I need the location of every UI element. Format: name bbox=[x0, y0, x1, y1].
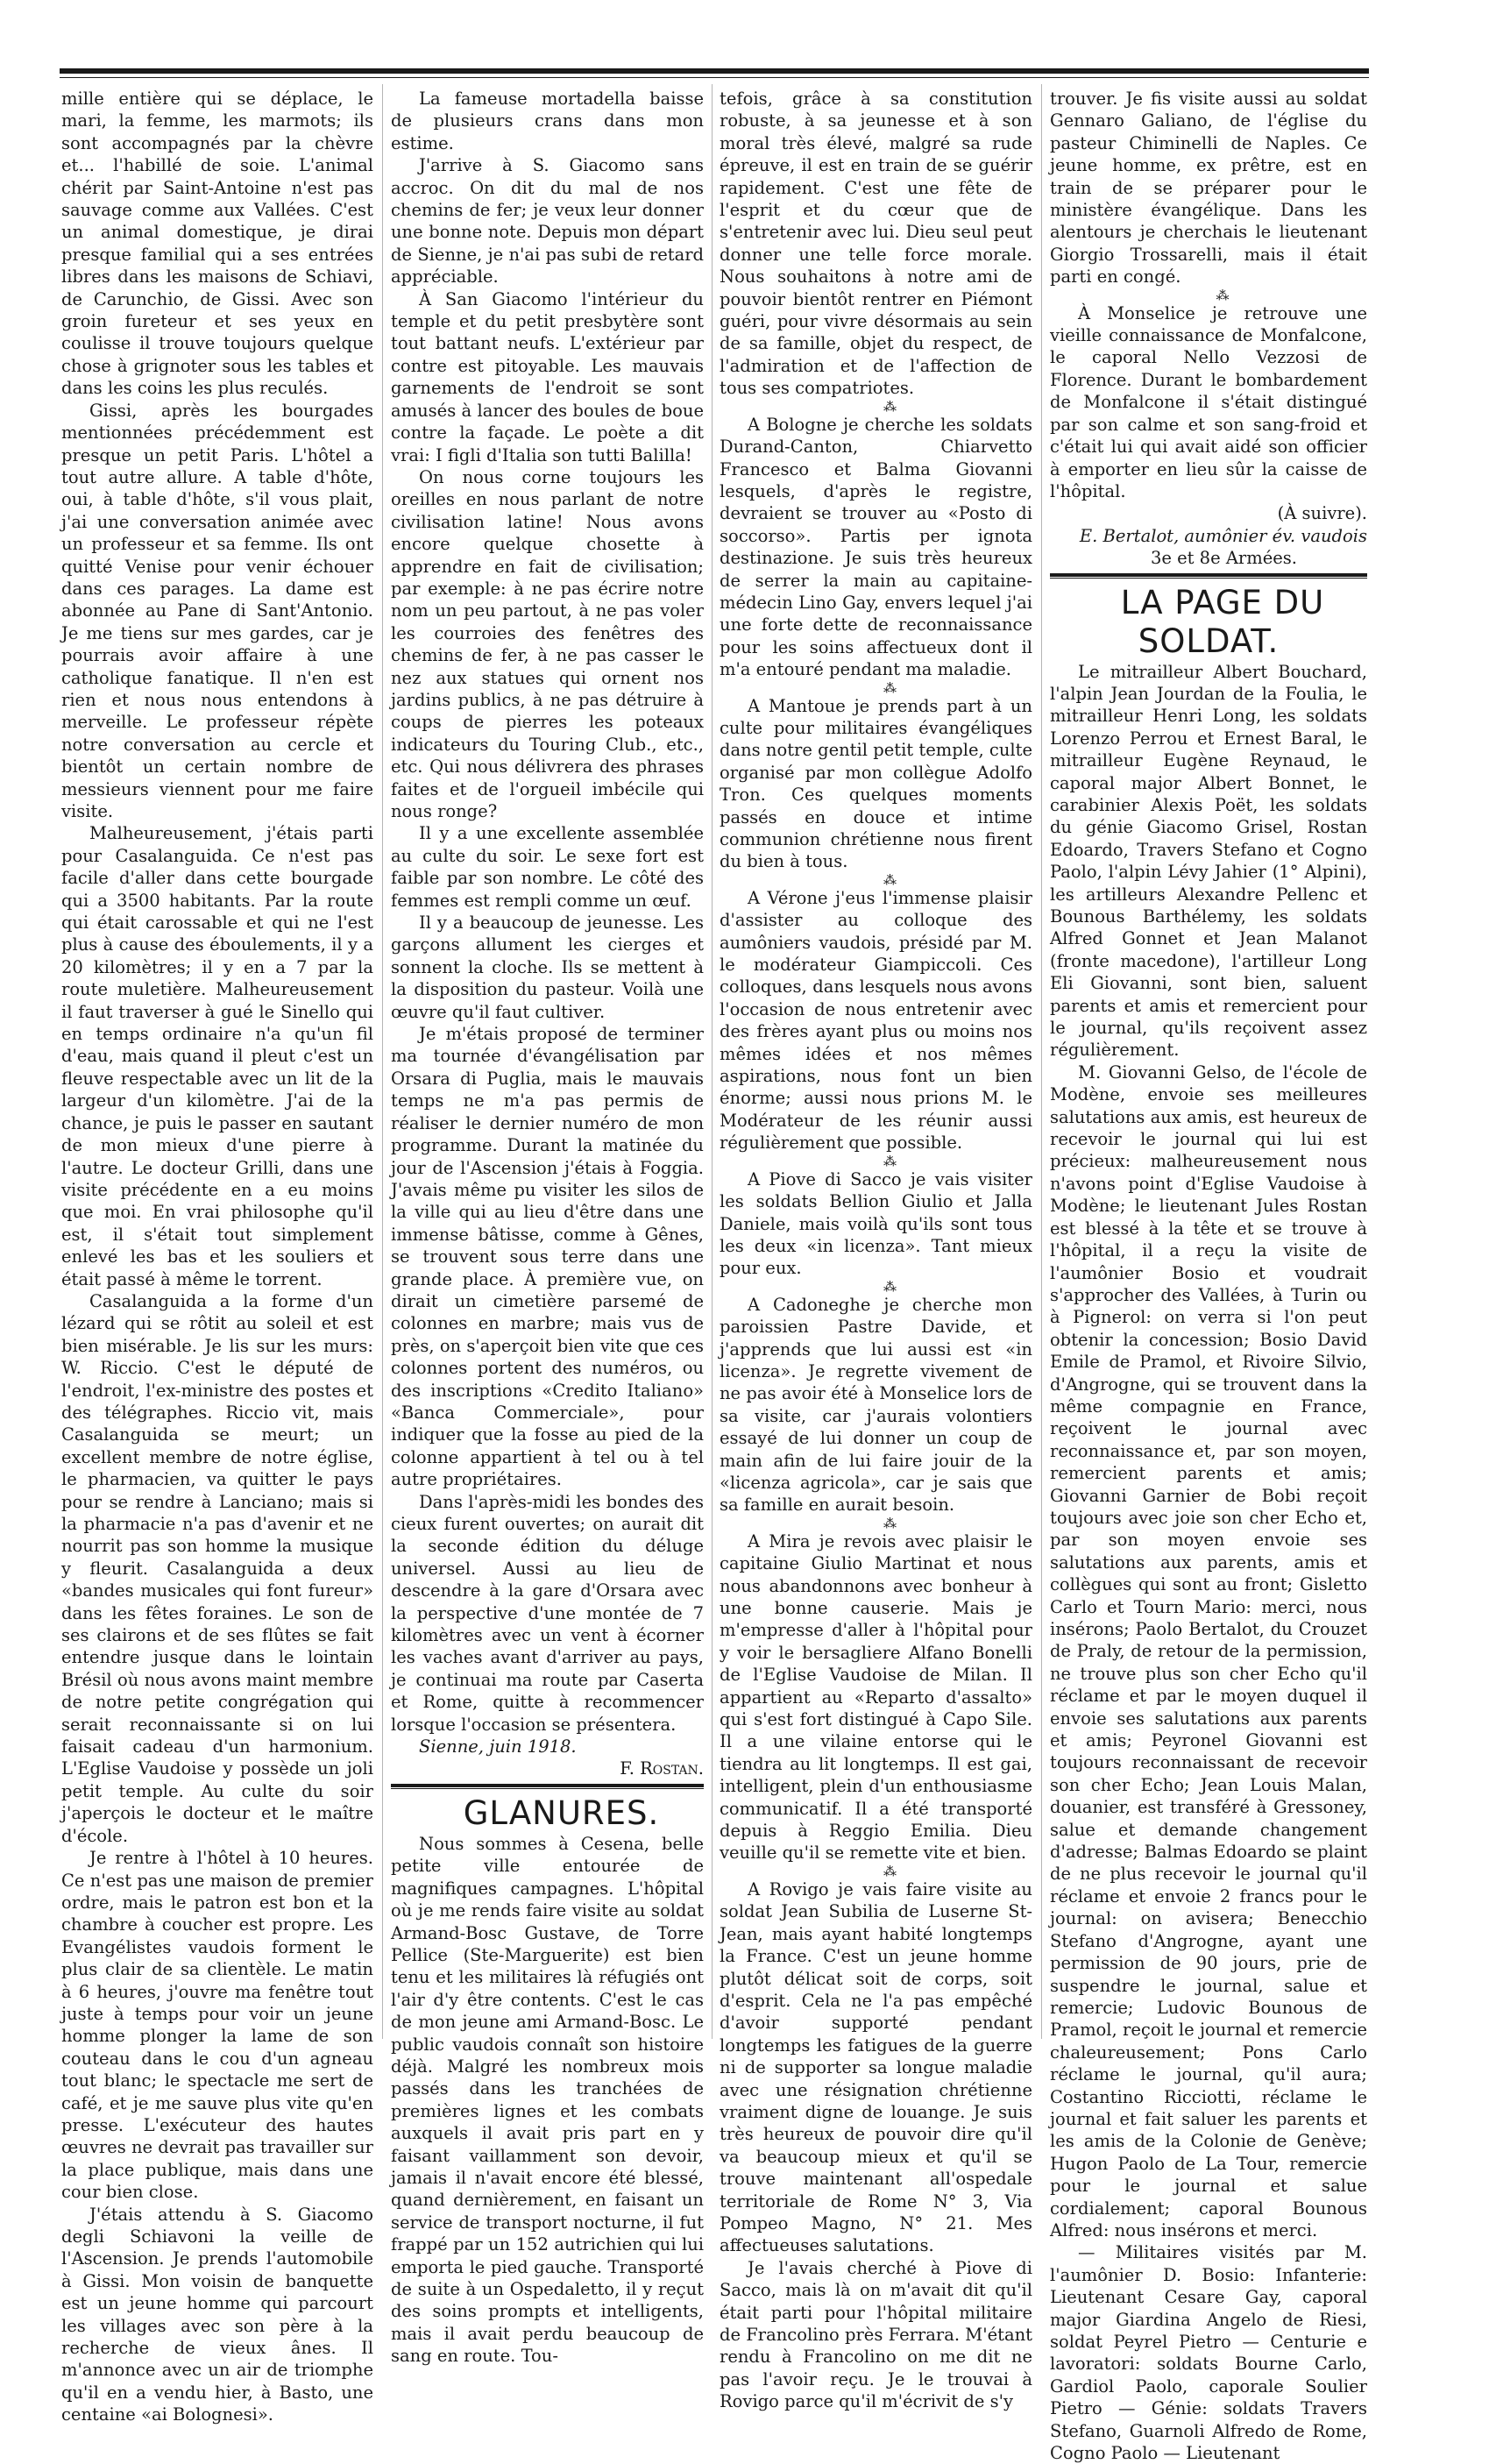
separator-stars: ⁂ bbox=[883, 1153, 897, 1169]
column-2 bbox=[391, 88, 704, 2367]
paragraph: J'étais attendu à S. Giacomo degli Schiavoni la veille de l'Ascension. Je prends l'automobile à Gissi. Mon voisin de banquette est un jeune homme qui parcourt les villages avec son père à la recherche de vieux ânes. Il m'annonce avec un air de triomphe qu'il en a vendu hier, à Basto, une centaine «ai Bolognesi». bbox=[61, 2204, 373, 2425]
column-divider bbox=[1041, 84, 1042, 2039]
separator-stars: ⁂ bbox=[883, 1278, 897, 1295]
section-rule-thin bbox=[1050, 578, 1367, 579]
paragraph: Je rentre à l'hôtel à 10 heures. Ce n'est pas une maison de premier ordre, mais le patron est bon et la chambre à coucher est propre. Les Evangélistes vaudois forment le plus clair de sa clientèle. Le matin à 6 heures, j'ouvre ma fenêtre tout juste à temps pour voir un jeune homme plonger la lame de son couteau dans le cou d'un agneau tout blanc; le spectacle me sert de café, et je me sauve plus vite qu'en presse. L'exécuteur des hautes œuvres ne devrait pas travailler sur la place publique, mais dans une cour bien close. bbox=[61, 1848, 373, 2203]
separator-stars: ⁂ bbox=[883, 1863, 897, 1879]
section-rule bbox=[1050, 573, 1367, 577]
author-units: 3e et 8e Armées. bbox=[1150, 548, 1297, 569]
paragraph: Il y a une excellente assemblée au culte du soir. Le sexe fort est faible par son nombre. Le côté des femmes est rempli comme un œuf. bbox=[391, 823, 704, 911]
column-3 bbox=[720, 88, 1032, 2412]
paragraph: Casalanguida a la forme d'un lézard qui se rôtit au soleil et est bien misérable. Je lis sur les murs: W. Riccio. C'est le député de l'endroit, l'ex-ministre des postes et des télégraphes. Riccio vit, mais Casalanguida se meurt; un excellent membre de notre église, le pharmacien, va quitter le pays pour se rendre à Lanciano; mais si la pharmacie n'a pas d'avenir et ne nourrit pas son homme la musique y fleurit. Casalanguida a deux «bandes musicales qui font fureur» dans les fêtes foraines. Le son de ses clairons et de ses flûtes se fait entendre jusque dans le lointain Brésil où nous avons maint membre de notre petite congrégation qui serait reconnaissante si on lui faisait cadeau d'un harmonium. L'Eglise Vaudoise y possède un joli petit temple. Au culte du soir j'aperçois le docteur et le maître d'école. bbox=[61, 1290, 373, 1846]
paragraph: À San Giacomo l'intérieur du temple et du petit presbytère sont tout battant neufs. L'extérieur par contre est pitoyable. Les mauvais garnements de l'endroit se sont amusés à lancer des boules de boue contre la façade. Le poète a dit vrai: I figli d'Italia son tutti Balilla! bbox=[391, 288, 704, 465]
column-1 bbox=[61, 88, 373, 2425]
paragraph: A Rovigo je vais faire visite au soldat Jean Subilia de Luserne St-Jean, mais ayant habité longtemps la France. C'est un jeune homme plutôt délicat soit de corps, soit d'esprit. Cela ne l'a pas empêché d'avoir supporté pendant longtemps les fatigues de la guerre ni de supporter sa longue maladie avec une résignation chrétienne vraiment digne de louange. Je suis très heureux de pouvoir dire qu'il va beaucoup mieux et qu'il se trouve maintenant all'ospedale territoriale de Rome N° 3, Via Pompeo Magno, N° 21. Mes affectueuses salutations. bbox=[720, 1878, 1032, 2256]
separator-stars: ⁂ bbox=[883, 679, 897, 696]
paragraph: A Bologne je cherche les soldats Durand-Canton, Chiarvetto Francesco et Balma Giovanni lesquels, d'après le registre, devraient se trouver au «Posto di soccorso». Partis per ignota destinazione. Je suis très heureux de serrer la main au capitaine-médecin Lino Gay, envers lequel j'ai une forte dette de reconnaissance pour les soins affectueux dont il m'a entouré pendant ma maladie. bbox=[720, 414, 1032, 680]
paragraph: Je l'avais cherché à Piove di Sacco, mais là on m'avait dit qu'il était parti pour l'hôpital militaire de Francolino près Ferrara. M'étant rendu à Francolino on me dit ne pas l'avoir reçu. Je le trouvai à Rovigo parce qu'il m'écrivit de s'y bbox=[720, 2257, 1032, 2412]
paragraph: mille entière qui se déplace, le mari, la femme, les marmots; ils sont accompagnés par la chèvre et... l'habillé de soie. L'animal chérit par Saint-Antoine n'est pas sauvage comme aux Vallées. C'est un animal domestique, je dirai presque familial qui a ses entrées libres dans les maisons de Schiavi, de Carunchio, de Gissi. Avec son groin fureteur et ses yeux en coulisse il trouve toujours quelque chose à grignoter sous les tables et dans les coins les plus reculés. bbox=[61, 89, 373, 399]
paragraph: A Mira je revois avec plaisir le capitaine Giulio Martinat et nous nous abandonnons avec bonheur à une bonne causerie. Mais je m'empresse d'aller à l'hôpital pour y voir le bersagliere Alfano Bonelli de l'Eglise Vaudoise de Milan. Il appartient au «Reparto d'assalto» qui s'est fort distingué à Capo Sile. Il a une vilaine entorse qui le tiendra au lit longtemps. Il est gai, intelligent, plein d'un enthousiasme communicatif. Il a été transporté depuis à Reggio Emilia. Dieu veuille qu'il se remette vite et bien. bbox=[720, 1530, 1032, 1864]
paragraph: A Vérone j'eus l'immense plaisir d'assister au colloque des aumôniers vaudois, présidé par M. le modérateur Giampiccoli. Ces colloques, dans lesquels nous avons l'occasion de nous entretenir avec des frères ayant plus ou moins nos mêmes idées et nos mêmes aspirations, nous font un bien énorme; aussi nous prions M. le Modérateur de les réunir aussi régulièrement que possible. bbox=[720, 887, 1032, 1154]
section-rule-thin bbox=[391, 1788, 704, 1789]
paragraph: tefois, grâce à sa constitution robuste, à sa jeunesse et à son moral très élevé, malgré sa rude épreuve, il est en train de se guérir rapidement. C'est une fête de l'esprit et du cœur que de s'entretenir avec lui. Dieu seul peut donner une telle force morale. Nous souhaitons à notre ami de pouvoir bientôt rentrer en Piémont guéri, pour vivre désormais au sein de sa famille, objet du respect, de l'admiration et de l'affection de tous ses compatriotes. bbox=[720, 89, 1032, 399]
column-4 bbox=[1050, 88, 1367, 2464]
author-signature: E. Bertalot, aumônier év. vaudois bbox=[1079, 525, 1367, 546]
section-title-glanures: GLANURES. bbox=[463, 1793, 660, 1832]
paragraph: A Mantoue je prends part à un culte pour militaires évangéliques dans notre gentil petit temple, culte organisé par mon collègue Adolfo Tron. Ces quelques moments passés en douce et intime communion chrétienne nous firent du bien à tous. bbox=[720, 695, 1032, 872]
paragraph: On nous corne toujours les oreilles en nous parlant de notre civilisation latine! Nous avons encore quelque chosette à apprendre en fait de civilisation; par exemple: à ne pas écrire notre nom un peu partout, à ne pas voler les courroies des fenêtres des chemins de fer, à ne pas casser le nez aux statues qui ornent nos jardins publics, à ne pas détruire à coups de pierres les poteaux indicateurs du Touring Club., etc., etc. Qui nous délivrera des phrases faites et de l'orgueil imbécile qui nous ronge? bbox=[391, 466, 704, 821]
paragraph: À Monselice je retrouve une vieille connaissance de Monfalcone, le caporal Nello Vezzosi de Florence. Durant le bombardement de Monfalcone il s'était distingué par son calme et son sang-froid et c'était lui qui avait aidé son officier à emporter en lieu sûr la caisse de l'hôpital. bbox=[1050, 302, 1367, 501]
separator-stars: ⁂ bbox=[883, 398, 897, 415]
section-title-page-du-soldat: LA PAGE DU SOLDAT. bbox=[1120, 583, 1325, 660]
place-date: Sienne, juin 1918. bbox=[419, 1736, 577, 1757]
paragraph: Gissi, après les bourgades mentionnées précédemment est presque un petit Paris. L'hôtel a tout autre allure. A table d'hôte, oui, à table d'hôte, s'il vous plait, j'ai une conversation animée avec un professeur et sa femme. Ils ont quitté Venise pour venir échouer dans ces parages. La dame est abonnée au Pane di Sant'Antonio. Je me tiens sur mes gardes, car je pourrais avoir affaire à une catholique fanatique. Il n'en est rien et nous nous entendons à merveille. Le professeur répète notre conversation au cercle et bientôt un certain nombre de messieurs viennent pour me faire visite. bbox=[61, 400, 373, 821]
paragraph: — Militaires visités par M. l'aumônier D. Bosio: Infanterie: Lieutenant Cesare Gay, caporal major Giardina Angelo de Riesi, soldat Peyrel Pietro — Centurie e lavoratori: soldats Bourne Carlo, Gardiol Paolo, caporale Soulier Pietro — Génie: soldats Travers Stefano, Guarnoli Alfredo de Rome, Cogno Paolo — Lieutenant bbox=[1050, 2242, 1367, 2464]
paragraph: J'arrive à S. Giacomo sans accroc. On dit du mal de nos chemins de fer; je veux leur donner une bonne note. Depuis mon départ de Sienne, je n'ai pas subi de retard appréciable. bbox=[391, 155, 704, 288]
paragraph: A Cadoneghe je cherche mon paroissien Pastre Davide, et j'apprends que lui aussi est «in licenza». Je regrette vivement de ne pas avoir été à Monselice lors de sa visite, car j'aurais volontiers essayé de lui donner un coup de main afin de lui faire jouir de la «licenza agricola», car je sais que sa famille en aurait besoin. bbox=[720, 1294, 1032, 1516]
paragraph: Nous sommes à Cesena, belle petite ville entourée de magnifiques campagnes. L'hôpital où je me rends faire visite au soldat Armand-Bosc Gustave, de Torre Pellice (Ste-Marguerite) est bien tenu et les militaires là réfugiés ont l'air d'y être contents. C'est le cas de mon jeune ami Armand-Bosc. Le public vaudois connaît son histoire déjà. Malgré les nombreux mois passés dans les tranchées de premières lignes et les combats auxquels il avait pris part en y faisant vaillamment son devoir, jamais il n'avait encore été blessé, quand dernièrement, en faisant un service de transport nocturne, il fut frappé par un 152 autrichien qui lui emporta le pied gauche. Transporté de suite à un Ospedaletto, il y reçut des soins prompts et intelligents, mais il avait perdu beaucoup de sang en route. Tou- bbox=[391, 1833, 704, 2367]
author-signature: F. Rostan. bbox=[620, 1758, 704, 1779]
paragraph: Malheureusement, j'étais parti pour Casalanguida. Ce n'est pas facile d'aller dans cette bourgade qui a 3500 habitants. Par la route qui était carossable et qui ne l'est plus à cause des éboulements, il y a 20 kilomètres; il y en a 7 par la route muletière. Malheureusement il faut traverser à gué le Sinello qui en temps ordinaire n'a qu'un fil d'eau, mais quand il pleut c'est un fleuve respectable avec un lit de la largeur d'un kilomètre. J'ai de la chance, je puis le passer en sautant de mon mieux d'une pierre à l'autre. Le docteur Grilli, dans une visite précédente en a eu moins que moi. En vrai philosophe qu'il est, il s'était tout simplement enlevé les bas et les souliers et était passé à même le torrent. bbox=[61, 823, 373, 1289]
separator-stars: ⁂ bbox=[883, 1515, 897, 1531]
paragraph: Il y a beaucoup de jeunesse. Les garçons allument les cierges et sonnent la cloche. Ils se mettent à la disposition du pasteur. Voilà une œuvre qu'il faut cultiver. bbox=[391, 912, 704, 1022]
to-follow-note: (À suivre). bbox=[1277, 503, 1367, 524]
paragraph: A Piove di Sacco je vais visiter les soldats Bellion Giulio et Jalla Daniele, mais voilà qu'ils sont tous les deux «in licenza». Tant mieux pour eux. bbox=[720, 1168, 1032, 1279]
column-divider bbox=[382, 84, 383, 2039]
paragraph: Le mitrailleur Albert Bouchard, l'alpin Jean Jourdan de la Foulia, le mitrailleur Henri Long, les soldats Lorenzo Perrou et Ernest Baral, le mitrailleur Eugène Reynaud, le caporal major Albert Bonnet, le carabinier Alexis Poët, les soldats du génie Giacomo Grisel, Rostan Edoardo, Travers Stefano et Cogno Paolo, l'alpin Lévy Jahier (1° Alpini), les artilleurs Alexandre Pellenc et Bounous Barthélemy, les soldats Alfred Gonnet et Jean Malanot (fronte macedone), l'artilleur Long Eli Giovanni, sont bien, saluent parents et amis et remercient pour le journal, qu'ils reçoivent assez régulièrement. bbox=[1050, 661, 1367, 1061]
paragraph: trouver. Je fis visite aussi au soldat Gennaro Galiano, de l'église du pasteur Chiminelli de Naples. Ce jeune homme, ex prêtre, est en train de se préparer pour le ministère évangélique. Dans les alentours je cherchais le lieutenant Giorgio Trossarelli, mais il était parti en congé. bbox=[1050, 89, 1367, 288]
top-rule-thin bbox=[60, 77, 1369, 78]
separator-stars: ⁂ bbox=[1216, 287, 1230, 303]
paragraph: La fameuse mortadella baisse de plusieurs crans dans mon estime. bbox=[391, 89, 704, 153]
paragraph: Je m'étais proposé de terminer ma tournée d'évangélisation par Orsara di Puglia, mais le mauvais temps ne m'a pas permis de réaliser le dernier numéro de mon programme. Durant la matinée du jour de l'Ascension j'étais à Foggia. J'avais même pu visiter les silos de la ville qui au lieu d'être dans une immense bâtisse, comme à Gênes, se trouvent sous terre dans une grande place. À première vue, on dirait un cimetière parsemé de colonnes en marbre; mais vus de près, on s'aperçoit bien vite que ces colonnes portent des numéros, ou des inscriptions «Credito Italiano» «Banca Commerciale», pour indiquer que la fosse au pied de la colonne appartient à tel ou à tel autre propriétaires. bbox=[391, 1024, 704, 1490]
paragraph: M. Giovanni Gelso, de l'école de Modène, envoie ses meilleures salutations aux amis, est heureux de recevoir le journal qui lui est précieux: malheureusement nous n'avons point d'Eglise Vaudoise à Modène; le lieutenant Jules Rostan est blessé à la tête et se trouve à l'hôpital, il a reçu la visite de l'aumônier Bosio et voudrait s'approcher des Vallées, à Turin ou à Pignerol: on verra si l'on peut obtenir la concession; Bosio David Emile de Pramol, et Rivoire Silvio, d'Angrogne, qui se trouvent dans la même compagnie en France, reçoivent le journal avec reconnaissance et, par son moyen, remercient parents et amis; Giovanni Garnier de Bobi reçoit toujours avec joie son cher Echo et, par son moyen envoie ses salutations aux parents, amis et collègues qui sont au front; Gisletto Carlo et Tourn Mario: merci, nous insérons; Paolo Bertalot, du Crouzet de Praly, de retour de la permission, ne trouve plus son cher Echo qu'il réclame et par le moyen duquel il envoie ses salutations aux parents et amis; Peyronel Giovanni est toujours reconnaissant de recevoir son cher Echo; Jean Louis Malan, douanier, est transféré à Gressoney, salue et demande changement d'adresse; Balmas Edoardo se plaint de ne plus recevoir le journal qu'il réclame et envoie 2 francs pour le journal: on avisera; Benecchio Stefano d'Angrogne, ayant une permission de 90 jours, prie de suspendre le journal, salue et remercie; Ludovic Bounous de Pramol, reçoit le journal et remercie chaleureusement; Pons Carlo réclame le journal, qu'il aura; Costantino Ricciotti, réclame le journal et fait saluer les parents et les amis de la Colonie de Genève; Hugon Paolo de La Tour, remercie pour le journal et salue cordialement; caporal Bounous Alfred: nous insérons et merci. bbox=[1050, 1062, 1367, 2240]
separator-stars: ⁂ bbox=[883, 871, 897, 888]
column-divider bbox=[712, 84, 713, 2039]
top-rule bbox=[60, 68, 1369, 74]
paragraph: Dans l'après-midi les bondes des cieux furent ouvertes; on aurait dit la seconde édition du déluge universel. Aussi au lieu de descendre à la gare d'Orsara avec la perspective d'une montée de 7 kilomètres avec un vent à écorner les vaches avant d'arriver au pays, je continuai ma route par Caserta et Rome, quitte à recommencer lorsque l'occasion se présentera. bbox=[391, 1491, 704, 1735]
section-rule bbox=[391, 1784, 704, 1787]
